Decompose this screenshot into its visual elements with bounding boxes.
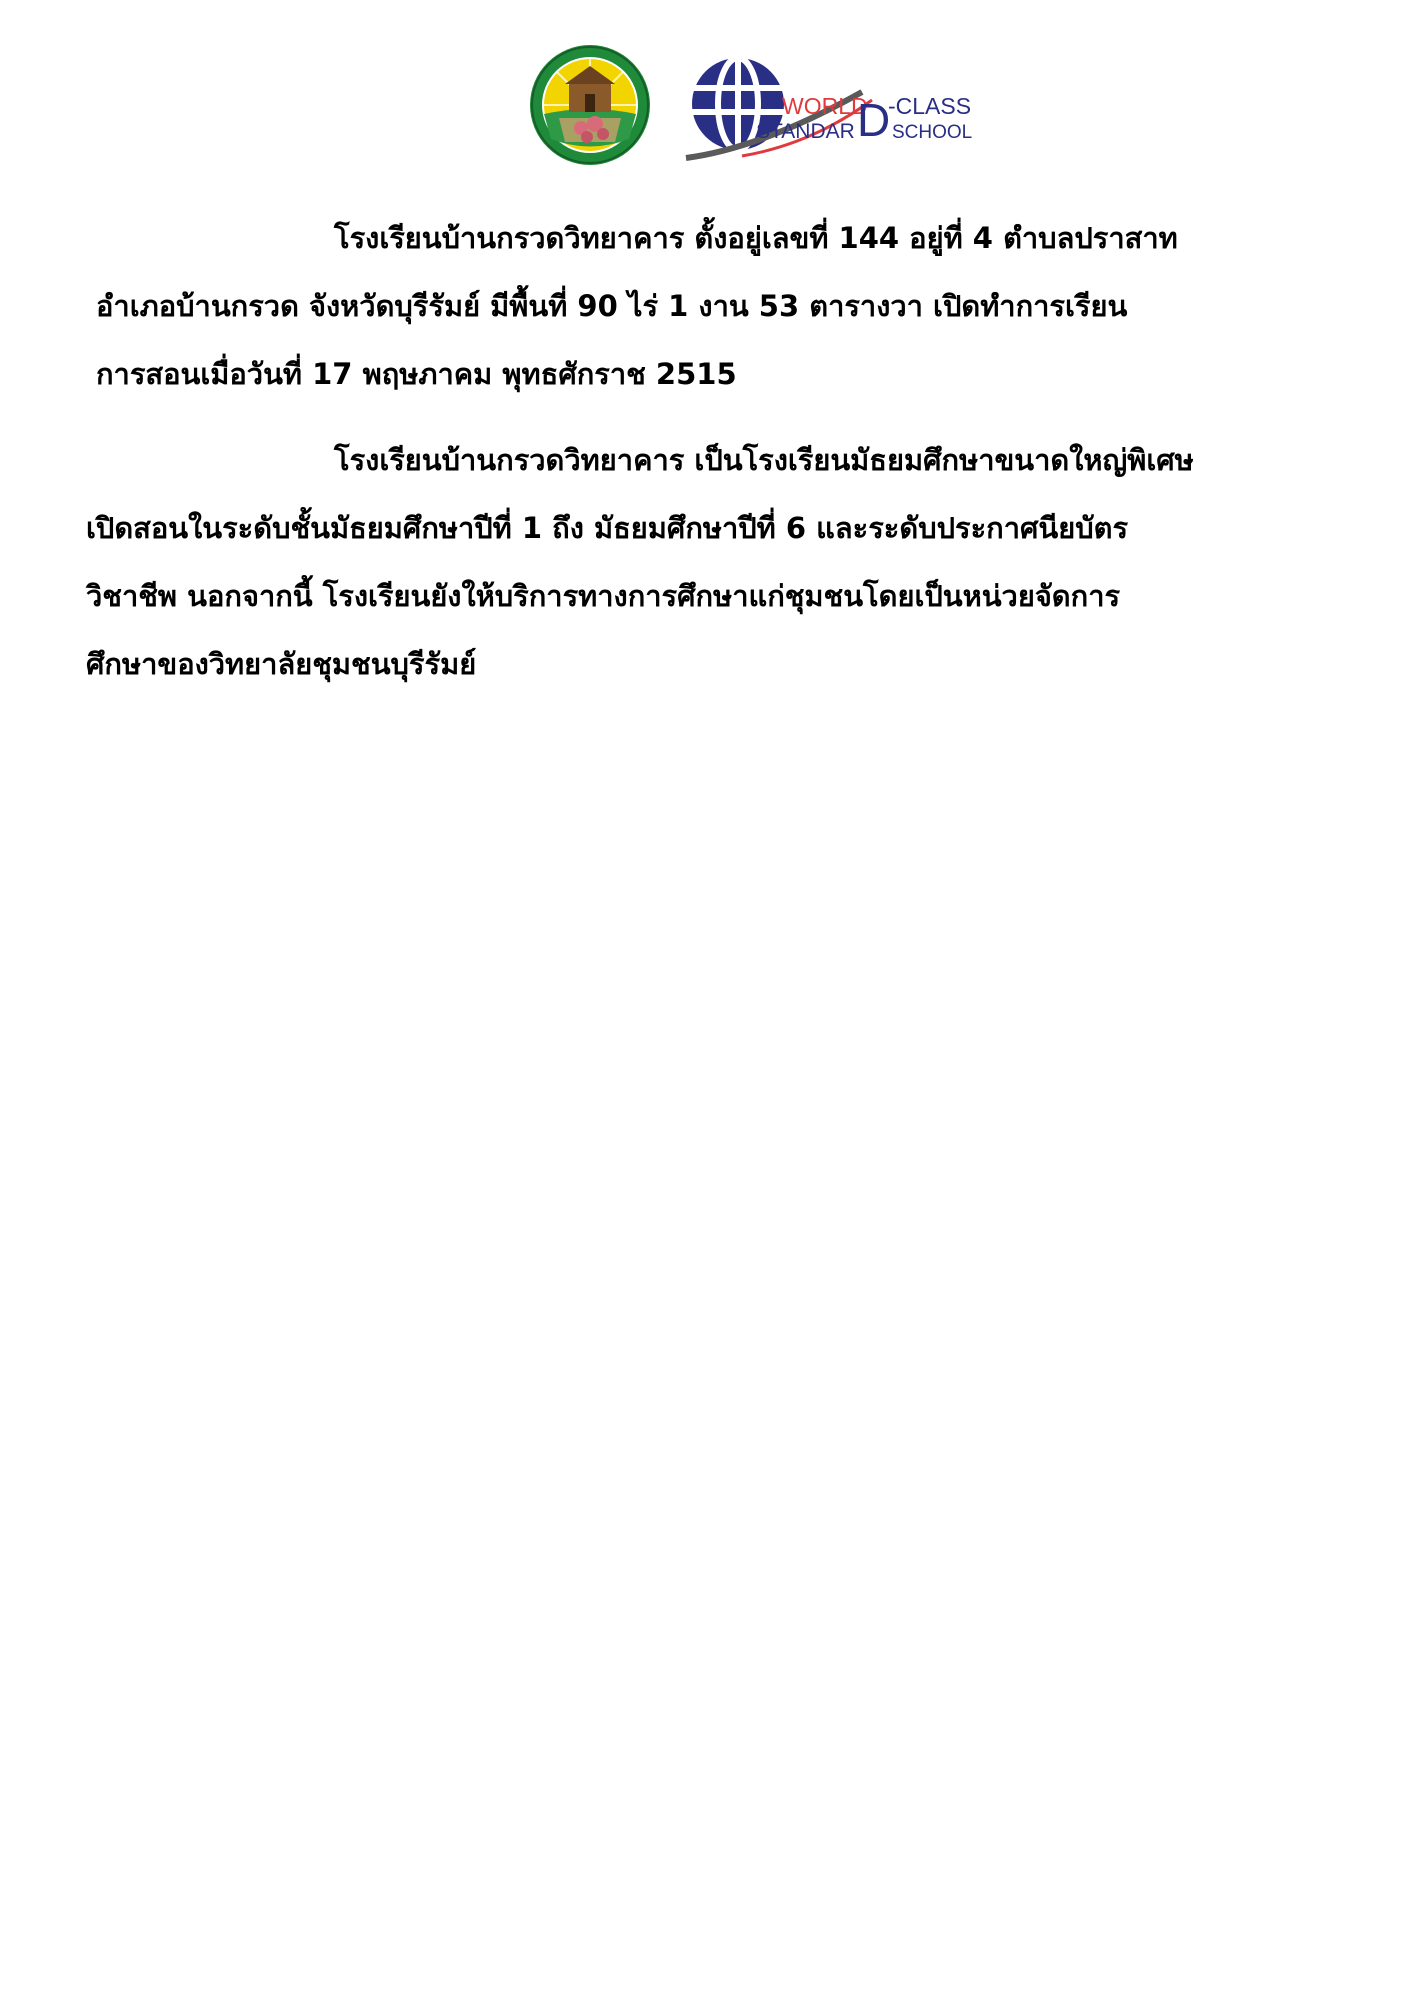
logo-word-standard: STANDAR [756,120,855,143]
logo-word-school: SCHOOL [892,122,972,143]
paragraph-line: วิชาชีพ นอกจากนี้ โรงเรียนยังให้บริการทางการศึกษาแก่ชุมชนโดยเป็นหน่วยจัดการ [86,579,1121,613]
school-info-paragraph [86,426,1194,698]
paragraph-line: โรงเรียนบ้านกรวดวิทยาคาร เป็นโรงเรียนมัธยมศึกษาขนาดใหญ่พิเศษ [334,443,1194,477]
paragraph-line: โรงเรียนบ้านกรวดวิทยาคาร ตั้งอยู่เลขที่ 144 อยู่ที่ 4 ตำบลปราสาท [334,221,1178,255]
logo-row [0,44,1414,174]
logo-word-world: WORLD [782,93,868,119]
paragraph-line: ศึกษาของวิทยาลัยชุมชนบุรีรัมย์ [86,647,477,681]
logo-word-class: -CLASS [888,93,972,119]
school-seal-logo [529,44,651,166]
paragraph-line: การสอนเมื่อวันที่ 17 พฤษภาคม พุทธศักราช 2515 [96,357,737,391]
logo-letter-d: D [857,94,891,146]
paragraph-line: อำเภอบ้านกรวด จังหวัดบุรีรัมย์ มีพื้นที่ 90 ไร่ 1 งาน 53 ตารางวา เปิดทำการเรียน [96,289,1128,323]
history-paragraph [96,204,1178,408]
paragraph-line: เปิดสอนในระดับชั้นมัธยมศึกษาปีที่ 1 ถึง มัธยมศึกษาปีที่ 6 และระดับประกาศนียบัตร [86,511,1129,545]
world-class-standard-school-logo [682,52,972,164]
